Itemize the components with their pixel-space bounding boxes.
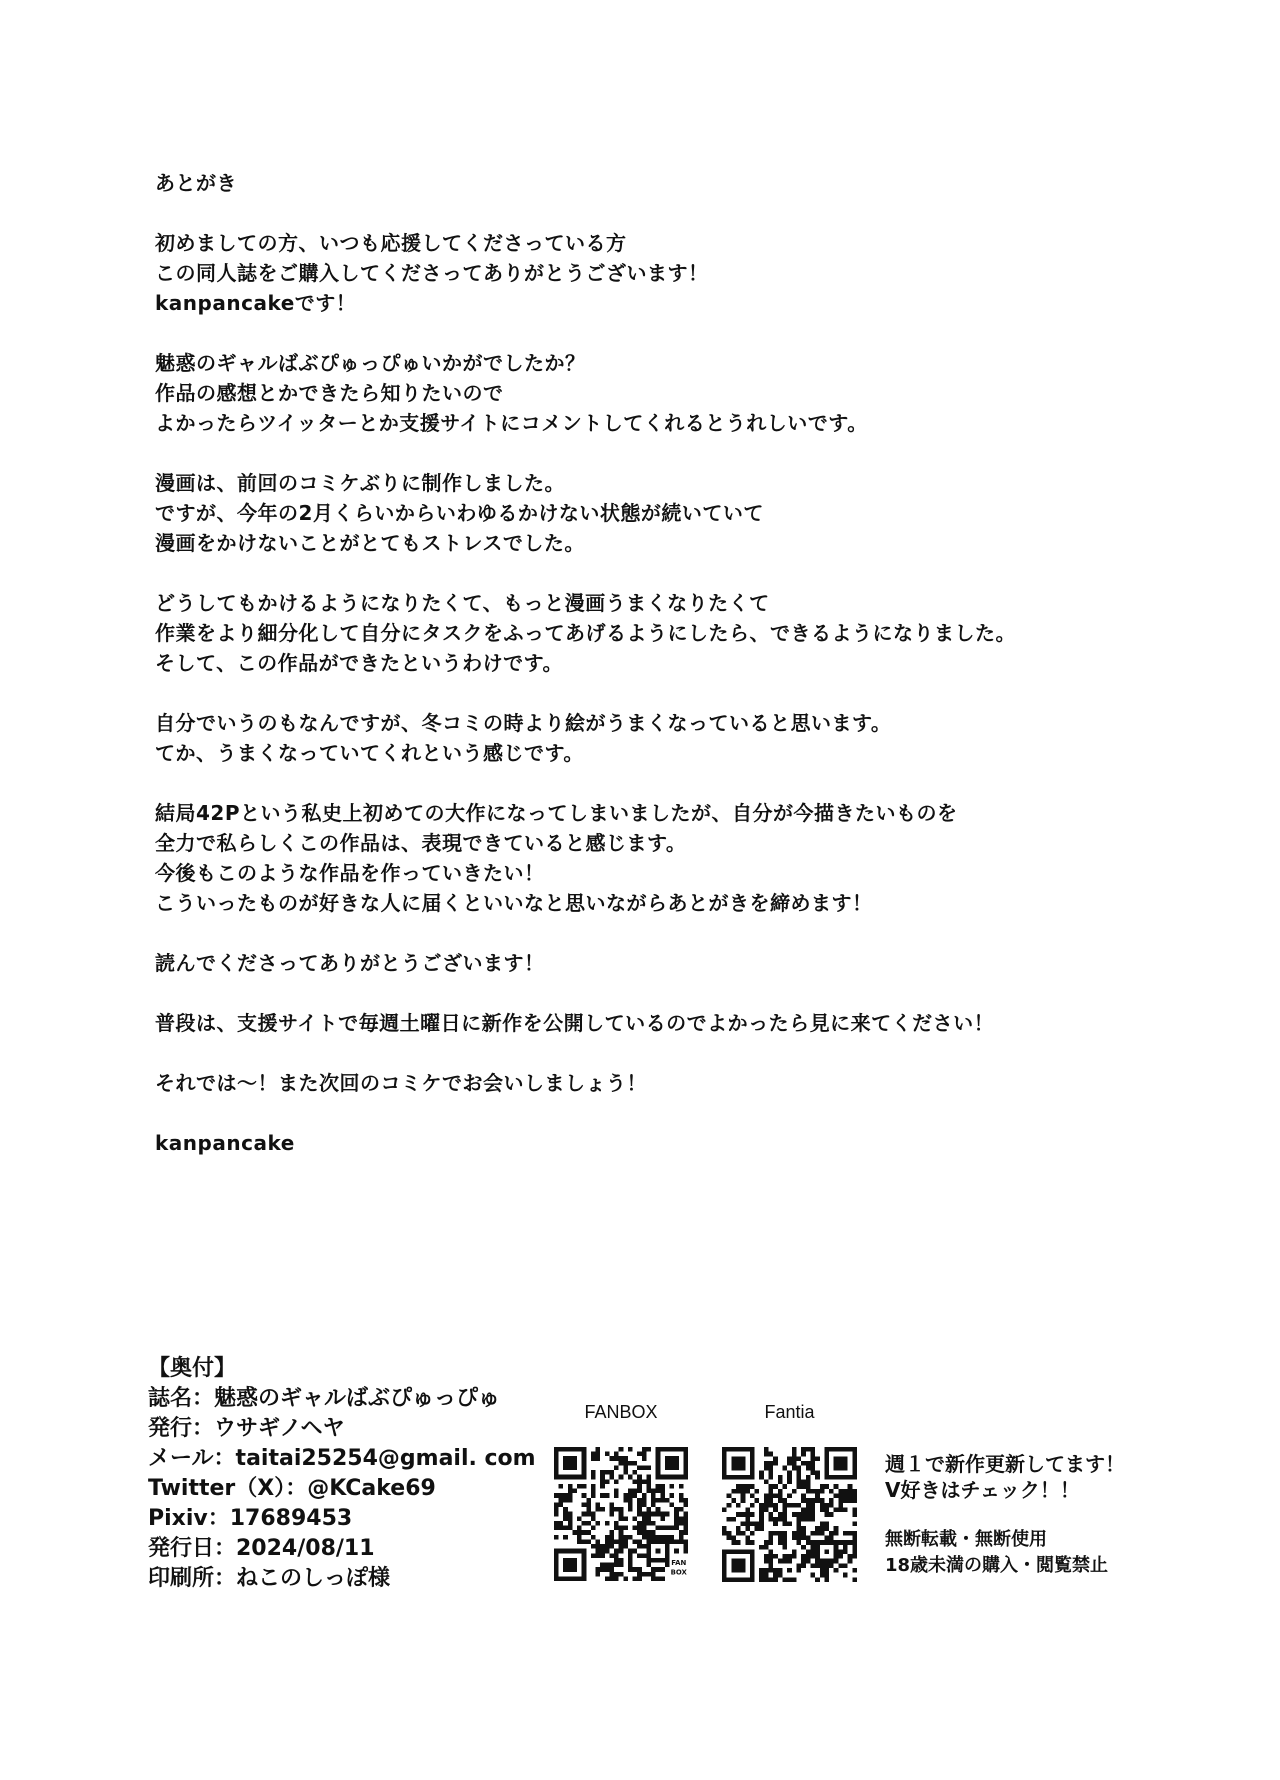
text-line: 漫画をかけないことがとてもストレスでした。 xyxy=(155,531,585,555)
update-notice: V好きはチェック！！ xyxy=(885,1478,1080,1502)
text-line: どうしてもかけるようになりたくて、もっと漫画うまくなりたくて xyxy=(155,591,770,615)
update-notice: 週１で新作更新してます！ xyxy=(885,1452,1125,1476)
colophon-printer: 印刷所：ねこのしっぽ様 xyxy=(148,1566,391,1591)
colophon-title: 誌名：魅惑のギャルばぶぴゅっぴゅ xyxy=(148,1386,501,1411)
colophon-email: メール：taitai25254@gmail. com xyxy=(148,1446,536,1471)
text-line: kanpancakeです！ xyxy=(155,291,357,315)
fanbox-logo-text: BOX xyxy=(670,1568,687,1577)
usage-rule: 18歳未満の購入・閲覧禁止 xyxy=(885,1555,1109,1576)
colophon-date: 発行日：2024/08/11 xyxy=(148,1536,375,1561)
fanbox-logo xyxy=(670,1553,688,1581)
usage-rule: 無断転載・無断使用 xyxy=(885,1529,1047,1550)
text-line: 全力で私らしくこの作品は、表現できていると感じます。 xyxy=(155,831,687,855)
text-line: 読んでくださってありがとうございます！ xyxy=(155,951,545,975)
paragraph xyxy=(155,348,1155,438)
text-line: 結局42Pという私史上初めての大作になってしまいましたが、自分が今描きたいものを xyxy=(155,801,958,825)
fanbox-qr-code xyxy=(554,1447,688,1581)
text-line: 作業をより細分化して自分にタスクをふってあげるようにしたら、できるようになりました。 xyxy=(155,621,1016,645)
text-line: この同人誌をご購入してくださってありがとうございます！ xyxy=(155,261,709,285)
colophon-heading: 【奥付】 xyxy=(148,1356,237,1381)
paragraph xyxy=(155,1008,1155,1038)
qr-finder-pattern xyxy=(554,1549,586,1581)
text-line: ですが、今年の2月くらいからいわゆるかけない状態が続いていて xyxy=(155,501,764,525)
paragraph xyxy=(155,708,1155,768)
fanbox-label: FANBOX xyxy=(584,1402,658,1422)
qr-finder-pattern xyxy=(722,1549,755,1582)
colophon-pixiv: Pixiv：17689453 xyxy=(148,1506,353,1531)
text-line: 漫画は、前回のコミケぶりに制作しました。 xyxy=(155,471,565,495)
qr-alignment-pattern xyxy=(815,1540,838,1563)
text-line: てか、うまくなっていてくれという感じです。 xyxy=(155,741,584,765)
qr-finder-pattern xyxy=(722,1447,755,1480)
paragraph xyxy=(155,1068,1155,1098)
text-line: それでは～！また次回のコミケでお会いしましょう！ xyxy=(155,1071,647,1095)
paragraph xyxy=(155,948,1155,978)
spacer xyxy=(885,1503,1245,1527)
qr-finder-pattern xyxy=(824,1447,857,1480)
text-line: 普段は、支援サイトで毎週土曜日に新作を公開しているのでよかったら見に来てください！ xyxy=(155,1011,995,1035)
paragraph xyxy=(155,798,1155,918)
afterword-text xyxy=(155,168,1155,1158)
text-line: 今後もこのような作品を作っていきたい！ xyxy=(155,861,545,885)
text-line: 自分でいうのもなんですが、冬コミの時より絵がうまくなっていると思います。 xyxy=(155,711,892,735)
fantia-qr-code xyxy=(722,1447,857,1582)
colophon-publisher: 発行：ウサギノヘヤ xyxy=(148,1416,345,1441)
fanbox-logo-text: FAN xyxy=(671,1558,687,1567)
paragraph xyxy=(155,468,1155,558)
text-line: 初めましての方、いつも応援してくださっている方 xyxy=(155,231,627,255)
qr-finder-pattern xyxy=(656,1447,688,1479)
author-signature: kanpancake xyxy=(155,1131,295,1155)
text-line: よかったらツイッターとか支援サイトにコメントしてくれるとうれしいです。 xyxy=(155,411,868,435)
text-line: そして、この作品ができたというわけです。 xyxy=(155,651,563,675)
notice xyxy=(885,1451,1245,1579)
colophon xyxy=(148,1354,548,1594)
text-line: 作品の感想とかできたら知りたいので xyxy=(155,381,504,405)
qr-finder-pattern xyxy=(554,1447,586,1479)
paragraph xyxy=(155,588,1155,678)
fantia-label: Fantia xyxy=(764,1402,815,1422)
afterword-title: あとがき xyxy=(155,171,237,195)
qr-alignment-pattern xyxy=(646,1539,669,1562)
text-line: こういったものが好きな人に届くといいなと思いながらあとがきを締めます！ xyxy=(155,891,873,915)
colophon-twitter: Twitter（X）：@KCake69 xyxy=(148,1476,436,1501)
text-line: 魅惑のギャルばぶぴゅっぴゅいかがでしたか？ xyxy=(155,351,586,375)
paragraph xyxy=(155,228,1155,318)
